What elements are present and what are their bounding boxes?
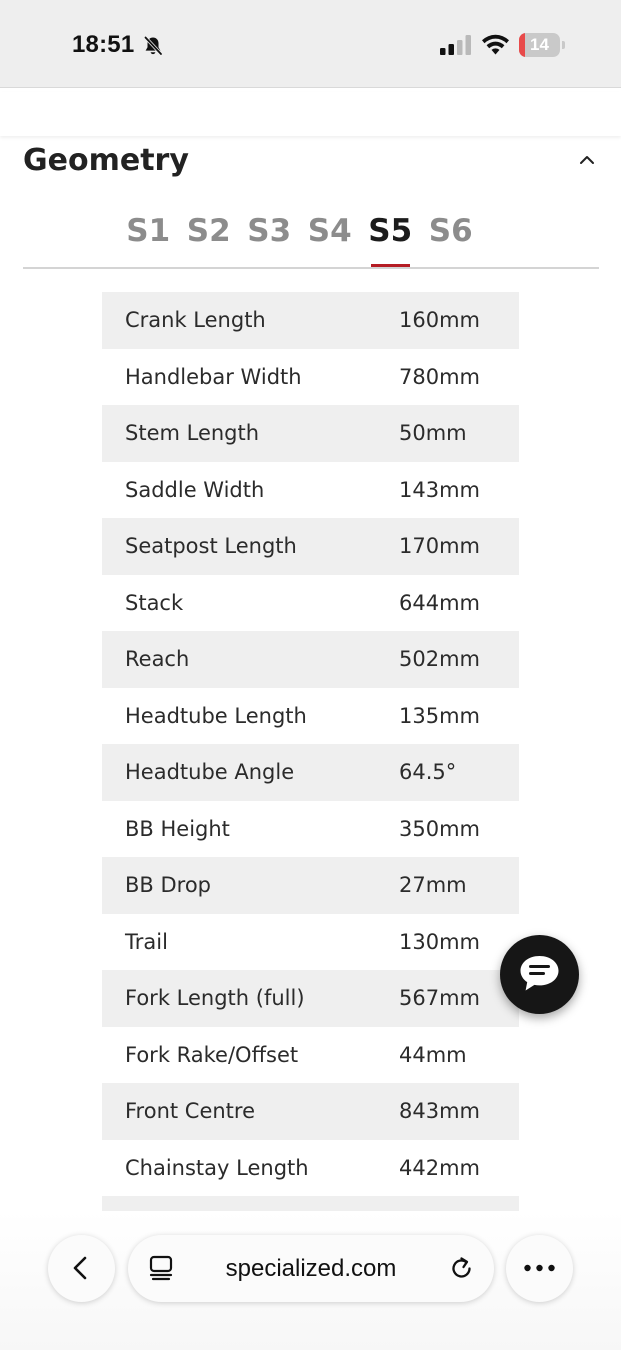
table-row [102,1027,519,1084]
row-value: 350mm [399,816,480,841]
row-label: Headtube Length [125,703,307,728]
row-label: Handlebar Width [125,364,302,389]
wifi-icon [481,33,510,55]
page-header-strip [0,92,621,136]
back-button[interactable] [48,1235,115,1302]
battery-level: 14 [530,35,549,54]
tab-s5[interactable]: S5 [360,210,421,268]
more-horizontal-icon [523,1263,556,1273]
row-value: 442mm [399,1155,480,1180]
row-value: 44mm [399,1042,467,1067]
row-value: 567mm [399,986,480,1011]
more-button[interactable] [506,1235,573,1302]
row-value: 135mm [399,703,480,728]
table-row [102,292,519,349]
row-value: 170mm [399,534,480,559]
table-row [102,801,519,858]
row-value: 780mm [399,364,480,389]
geometry-table [102,292,519,1211]
row-value: 64.5° [399,760,457,785]
table-row [102,462,519,519]
status-bar [0,0,621,88]
chat-bubble-icon [517,953,562,995]
row-label: BB Height [125,816,230,841]
table-row [102,349,519,406]
row-label: Trail [125,929,168,954]
table-row [102,857,519,914]
section-title: Geometry [23,143,189,178]
table-row [102,575,519,632]
row-value: 130mm [399,929,480,954]
row-label: Saddle Width [125,477,265,502]
row-label: Stem Length [125,421,260,446]
table-row [102,631,519,688]
battery-icon [519,33,565,57]
table-row [102,1083,519,1140]
row-value: 502mm [399,647,480,672]
status-time: 18:51 [72,31,135,58]
tab-s4[interactable]: S4 [307,213,352,249]
table-row [102,970,519,1027]
table-row [102,688,519,745]
table-row [102,1140,519,1197]
row-label: Fork Rake/Offset [125,1042,299,1067]
row-label: Reach [125,647,190,672]
bell-slash-icon [142,35,164,57]
row-value: 27mm [399,873,467,898]
tabs-divider [23,267,599,269]
row-label: Fork Length (full) [125,986,305,1011]
size-tabs [118,210,481,268]
row-label: Headtube Angle [125,760,295,785]
tab-s2[interactable]: S2 [186,213,231,249]
row-value: 50mm [399,421,467,446]
table-row-partial [102,1196,519,1211]
row-label: BB Drop [125,873,212,898]
table-row [102,518,519,575]
row-value: 143mm [399,477,480,502]
table-row [102,914,519,971]
chevron-up-icon[interactable] [577,152,597,168]
row-label: Stack [125,590,184,615]
row-value: 644mm [399,590,480,615]
row-value: 160mm [399,308,480,333]
url-text: specialized.com [225,1255,397,1282]
cellular-signal-icon [440,35,472,55]
row-label: Chainstay Length [125,1155,309,1180]
row-label: Front Centre [125,1099,256,1124]
tab-s3[interactable]: S3 [247,213,292,249]
row-label: Crank Length [125,308,266,333]
row-value: 843mm [399,1099,480,1124]
chat-button[interactable] [500,935,579,1014]
table-row [102,744,519,801]
row-label: Seatpost Length [125,534,297,559]
tab-s6[interactable]: S6 [428,213,473,249]
tab-s1[interactable]: S1 [126,213,171,249]
table-row [102,405,519,462]
reload-icon[interactable] [449,1254,475,1282]
address-bar[interactable] [128,1235,494,1302]
chevron-left-icon [68,1255,94,1281]
